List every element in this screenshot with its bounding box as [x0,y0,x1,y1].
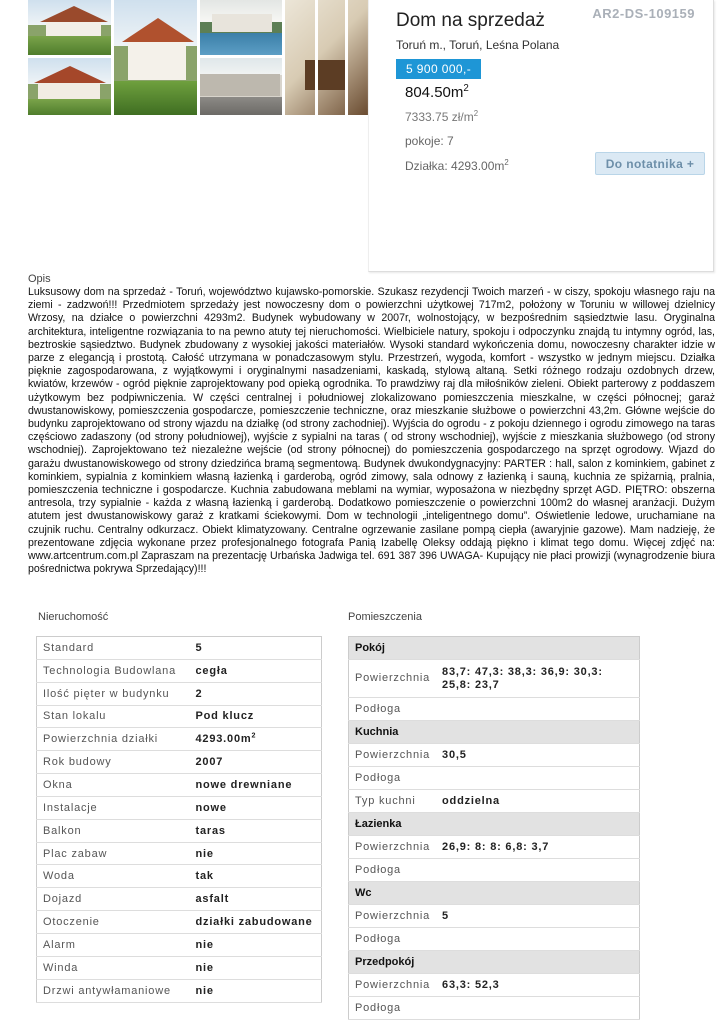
room-group-header [349,882,640,905]
room-row [349,836,640,859]
add-to-notebook-button[interactable]: Do notatnika + [595,152,705,175]
rooms-section-label: Pomieszczenia [348,611,422,623]
listing-location: Toruń m., Toruń, Leśna Polana [396,38,560,52]
room-row [349,905,640,928]
room-group-title: Wc [349,882,640,905]
plot-area: Działka: $4293.00m^2$ [405,158,509,173]
page-title: Dom na sprzedaż [396,10,545,31]
room-group-title: Przedpokój [349,951,640,974]
property-row [37,637,322,660]
property-key: Winda [37,956,190,979]
room-key: Powierzchnia [349,836,437,859]
property-value: tak [190,865,322,888]
property-value: działki zabudowane [190,911,322,934]
property-key: Standard [37,637,190,660]
property-row [37,774,322,797]
room-group-title: Pokój [349,637,640,660]
property-value: cegła [190,659,322,682]
property-value: $4293.00m^2$ [190,728,322,751]
property-value: Pod klucz [190,705,322,728]
listing-area: $804.50m^2$ [405,83,469,101]
room-value: 83,7: 47,3: 38,3: 36,9: 30,3: 25,8: 23,7 [436,660,639,698]
property-key: Alarm [37,933,190,956]
property-value: asfalt [190,888,322,911]
room-value [436,997,639,1020]
price-per-meter: 7333.75 $zł/m^2$ [405,109,479,124]
property-key: Otoczenie [37,911,190,934]
room-key: Powierzchnia [349,905,437,928]
property-key: Rok budowy [37,751,190,774]
room-group-header [349,813,640,836]
property-value: 2 [190,682,322,705]
property-row [37,888,322,911]
property-row [37,705,322,728]
property-key: Powierzchnia działki [37,728,190,751]
property-key: Stan lokalu [37,705,190,728]
rooms-count: pokoje: 7 [405,134,454,148]
room-value [436,859,639,882]
room-value: 26,9: 8: 8: 6,8: 3,7 [436,836,639,859]
room-group-title: Łazienka [349,813,640,836]
property-key: Instalacje [37,796,190,819]
room-row [349,790,640,813]
property-key: Drzwi antywłamaniowe [37,979,190,1002]
photo-gallery [28,0,368,115]
room-value [436,767,639,790]
room-value: 5 [436,905,639,928]
room-row [349,928,640,951]
property-key: Technologia Budowlana [37,659,190,682]
property-row [37,842,322,865]
room-group-header [349,951,640,974]
listing-ref: AR2-DS-109159 [592,6,695,21]
property-key: Plac zabaw [37,842,190,865]
room-group-title: Kuchnia [349,721,640,744]
property-row [37,819,322,842]
photo-house-pool[interactable] [200,0,283,55]
room-row [349,974,640,997]
room-value: 30,5 [436,744,639,767]
property-key: Balkon [37,819,190,842]
property-value: nie [190,933,322,956]
property-value: nie [190,842,322,865]
room-row [349,698,640,721]
property-key: Dojazd [37,888,190,911]
room-row [349,660,640,698]
room-value [436,928,639,951]
property-value: nowe drewniane [190,774,322,797]
room-key: Podłoga [349,928,437,951]
description-label: Opis [28,273,51,285]
property-row [37,796,322,819]
room-row [349,767,640,790]
property-row [37,751,322,774]
description-text: Luksusowy dom na sprzedaż - Toruń, województwo kujawsko-pomorskie. Szukasz rezydencji Twoich marzeń - w ciszy, spokoju własnego raju na ziemi - zadzwoń!!! Przedmiotem sprzedaży jest nowoczesny dom o powierzchni użytkowej 717m2, położony w Toruniu w willowej dzielnicy Wrzosy, na działce o powierzchni 4293m2. Budynek wybudowany w 2007r, wolnostojący, w bezpośrednim sąsiedztwie lasu. Oryginalna architektura, inteligentne rozwiązania to na pewno atuty tej nieruchomości. Wielbiciele natury, spokoju i odpoczynku znajdą tu intymny ogród, las, beztroskie sąsiedztwo. Budynek zbudowany z wysokiej jakości materiałów. Wysoki standard wykończenia domu, nowoczesny charakter idzie w parze z elegancją i prostotą. Całość utrzymana w ponadczasowym stylu. Przestrzeń, wygoda, komfort - wszystko w jednym miejscu. Działka pięknie zagospodarowana, z wyjątkowymi i oryginalnymi nasadzeniami, kaskadą, stylową altaną. Setki różnego rodzaju ozdobnych drzew, kwiatów, krzewów - ogród pięknie zaprojektowany pod opieką ogrodnika. To prawdziwy raj dla miłośników zieleni. Obiekt parterowy z poddaszem użytkowym bez podpiwniczenia. W części centralnej i południowej zlokalizowano pomieszczenia mieszkalne, w części północnej; garaż dwustanowiskowy, pomieszczenia gospodarcze, pomieszczenie techniczne, oraz mieszkanie służbowe o powierzchni 43,2m. Główne wejście do budynku zaprojektowano od strony wjazdu na działkę (od strony zachodniej). Wyjścia do ogrodu - z pokoju dziennego i ogrodu zimowego na taras częściowo zadaszony (od strony południowej), wyjście z sypialni na taras ( od strony wschodniej), wyjście z mieszkania służbowego (od strony wschodniej). Zaprojektowano też niezależne wejście (od strony północnej) do pomieszczenia gospodarczego na sprzęt ogrodowy. Wjazd do garażu dwustanowiskowego od strony dziedzińca bramą segmentową. Budynek dwukondygnacyjny: PARTER : hall, salon z kominkiem, gabinet z kominkiem, sypialnia z kominkiem własną łazienką i garderobą, ogród zimowy, sala odnowy z łazienką i sauną, kuchnia ze spiżarnią, pralnia, pomieszczenia techniczne i gospodarcze. Kuchnia zabudowana meblami na wymiar, wyposażona w niezbędny sprzęt AGD. PIĘTRO: obszerna antresola, trzy sypialnie - każda z własną łazienką i garderobą. Dodatkowo pomieszczenie o powierzchni 100m2 do własnej aranżacji. Dużym atutem jest dwustanowiskowy garaż z kratkami ściekowymi. Dom w technologii „inteligentnego domu”. Oświetlenie ledowe, uruchamiane na czujnik ruchu. Centralny odkurzacz. Obiekt klimatyzowany. Centralne ogrzewanie zasilane pompą ciepła (awaryjnie gazowe). Mam nadzieję, że prezentowane zdjęcia wykonane przez profesjonalnego fotografa Panią Izabellę Oleksy oddają piękno i klimat tego domu. Więcej zdjęć na: www.artcentrum.com.pl Zapraszam na prezentację Urbańska Jadwiga tel. 691 387 396 UWAGA- Kupujący nie płaci prowizji (wynagrodzenie biura pośrednictwa pokrywa Sprzedający)!!! [28,286,715,576]
property-row [37,659,322,682]
room-value: oddzielna [436,790,639,813]
property-row [37,979,322,1002]
photo-house-side[interactable] [28,58,111,115]
property-value: 2007 [190,751,322,774]
property-key: Woda [37,865,190,888]
property-table [36,636,322,1003]
property-value: taras [190,819,322,842]
room-group-header [349,637,640,660]
room-value: 63,3: 52,3 [436,974,639,997]
room-value [436,698,639,721]
room-row [349,997,640,1020]
room-row [349,744,640,767]
room-key: Podłoga [349,859,437,882]
photo-terrace[interactable] [200,58,283,115]
room-group-header [349,721,640,744]
photo-gazebo[interactable] [285,0,368,115]
photo-house-front[interactable] [28,0,111,55]
property-value: nie [190,956,322,979]
room-key: Podłoga [349,997,437,1020]
room-key: Typ kuchni [349,790,437,813]
property-row [37,933,322,956]
room-key: Powierzchnia [349,660,437,698]
listing-summary-card [368,0,714,272]
property-key: Okna [37,774,190,797]
room-row [349,859,640,882]
property-value: nowe [190,796,322,819]
property-row [37,865,322,888]
property-value: nie [190,979,322,1002]
room-key: Podłoga [349,698,437,721]
room-key: Powierzchnia [349,744,437,767]
room-key: Powierzchnia [349,974,437,997]
property-section-label: Nieruchomość [38,611,109,623]
photo-house-garden[interactable] [114,0,197,115]
room-key: Podłoga [349,767,437,790]
price-badge: 5 900 000,- [396,59,481,79]
rooms-table [348,636,640,1020]
property-row [37,728,322,751]
property-row [37,682,322,705]
property-value: 5 [190,637,322,660]
property-row [37,911,322,934]
property-row [37,956,322,979]
property-key: Ilość pięter w budynku [37,682,190,705]
